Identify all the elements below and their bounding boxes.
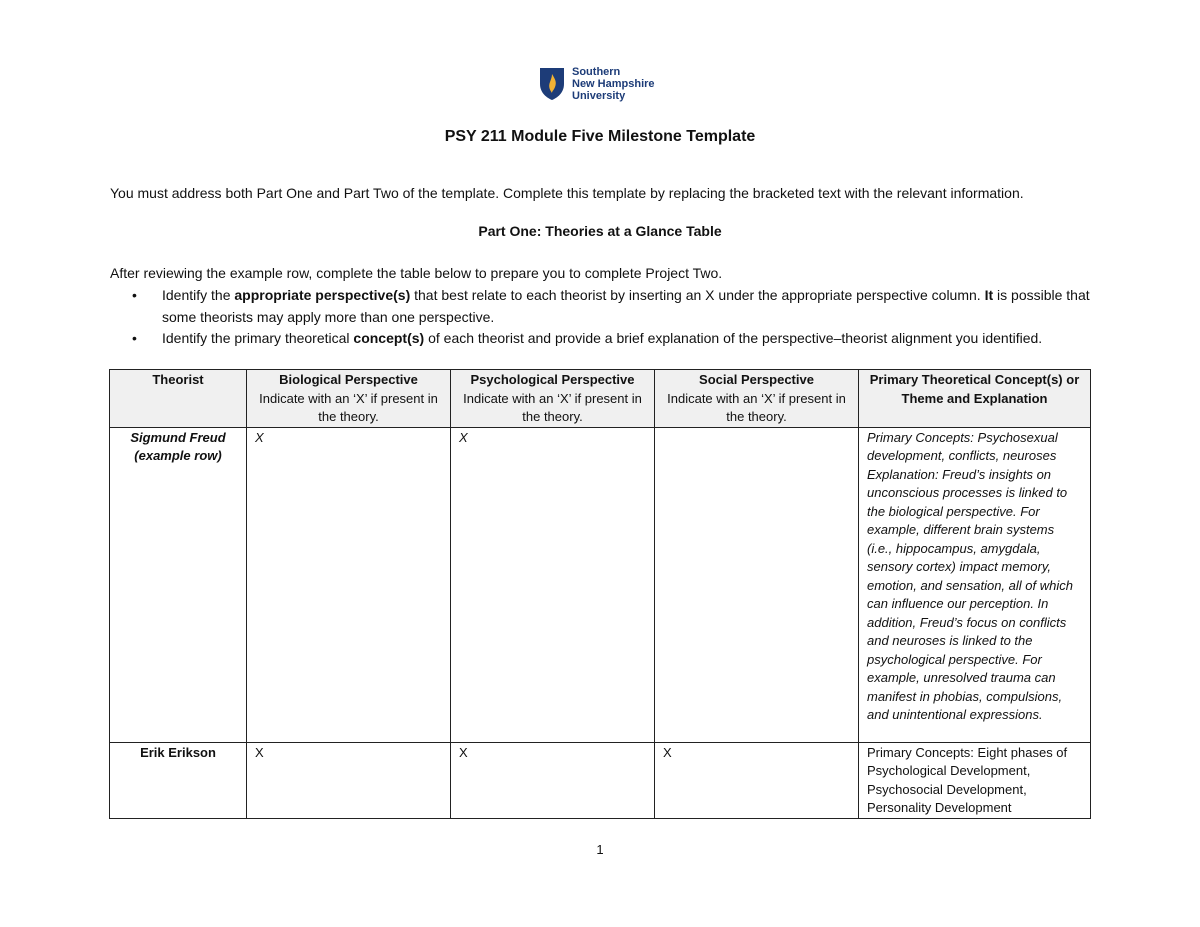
table-row xyxy=(110,427,1091,742)
header-sublabel: Indicate with an ‘X’ if present in the theory. xyxy=(667,390,846,424)
logo-line-1: Southern xyxy=(572,66,621,78)
cell-theorist: Sigmund Freud (example row) xyxy=(110,427,247,742)
cell-psychological[interactable]: X xyxy=(451,427,655,742)
header-concept xyxy=(859,370,1091,428)
shield-flame-icon xyxy=(538,66,566,102)
instruction-item xyxy=(110,285,1100,328)
instructions-paragraph: After reviewing the example row, complete the table below to prepare you to complete Project Two. xyxy=(110,265,723,281)
theories-table xyxy=(109,369,1091,819)
table-row xyxy=(110,742,1091,818)
header-sublabel: Indicate with an ‘X’ if present in the theory. xyxy=(259,390,438,424)
logo-line-3: University xyxy=(572,90,626,102)
header-label: Theorist xyxy=(152,372,204,387)
cell-psychological[interactable]: X xyxy=(451,742,655,818)
logo-line-2: New Hampshire xyxy=(572,78,655,90)
instruction-list xyxy=(110,285,1100,350)
cell-social[interactable] xyxy=(655,427,859,742)
document-title: PSY 211 Module Five Milestone Template xyxy=(444,128,756,145)
text-run: Identify the primary theoretical xyxy=(162,330,354,346)
intro-paragraph: You must address both Part One and Part Two of the template. Complete this template by replacing the bracketed text with the relevant information. xyxy=(110,185,1024,201)
snhu-logo xyxy=(538,64,668,104)
cell-social[interactable]: X xyxy=(655,742,859,818)
emphasis-text: It xyxy=(984,287,994,303)
instruction-item xyxy=(110,328,1100,350)
bullet-icon: • xyxy=(132,287,137,303)
emphasis-text: concept(s) xyxy=(353,330,425,346)
bullet-icon: • xyxy=(132,330,137,346)
part-one-heading: Part One: Theories at a Glance Table xyxy=(478,223,722,239)
header-label: Biological Perspective xyxy=(279,372,418,387)
text-run: Identify the xyxy=(162,287,235,303)
text-run: of each theorist and provide a brief explanation of the perspective–theorist alignment you identified. xyxy=(424,330,1043,346)
header-biological xyxy=(247,370,451,428)
text-run: that best relate to each theorist by inserting an X under the appropriate perspective column. xyxy=(410,287,985,303)
cell-biological[interactable]: X xyxy=(247,427,451,742)
page-number: 1 xyxy=(596,842,604,857)
emphasis-text: appropriate perspective(s) xyxy=(234,287,411,303)
cell-concept[interactable]: Primary Concepts: Eight phases of Psychological Development, Psychosocial Development, Personality Development xyxy=(859,742,1091,818)
header-social xyxy=(655,370,859,428)
cell-concept[interactable]: Primary Concepts: Psychosexual development, conflicts, neuroses Explanation: Freud’s insights on unconscious processes is linked to the biological perspective. For example, different brain systems (i.e., hippocampus, amygdala, sensory cortex) impact memory, emotion, and sensation, all of which can influence our perception. In addition, Freud’s focus on conflicts and neuroses is linked to the psychological perspective. For example, unresolved trauma can manifest in phobias, compulsions, and unintentional expressions. xyxy=(859,427,1091,742)
header-sublabel: Indicate with an ‘X’ if present in the theory. xyxy=(463,390,642,424)
header-theorist xyxy=(110,370,247,428)
header-label: Psychological Perspective xyxy=(470,372,635,387)
header-psychological xyxy=(451,370,655,428)
header-label: Primary Theoretical Concept(s) or Theme and Explanation xyxy=(869,372,1080,406)
table-header-row xyxy=(110,370,1091,428)
cell-theorist: Erik Erikson xyxy=(110,742,247,818)
cell-biological[interactable]: X xyxy=(247,742,451,818)
text-run: is possible that some theorists may apply more than one perspective. xyxy=(162,287,1090,325)
header-label: Social Perspective xyxy=(699,372,814,387)
